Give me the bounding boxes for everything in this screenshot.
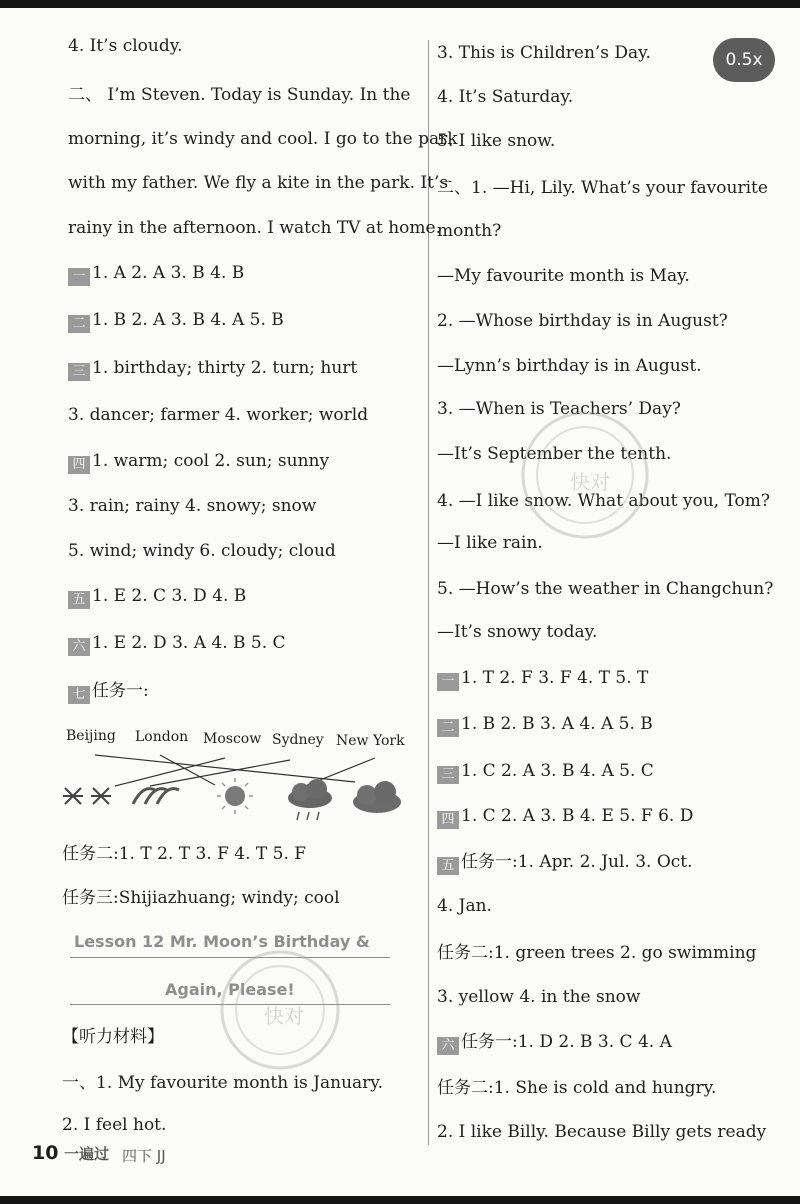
answer-text: 1. E 2. C 3. D 4. B <box>92 586 247 606</box>
answer-text: 4. —I like snow. What about you, Tom? <box>437 491 770 511</box>
watermark-text: 快对 <box>264 1004 304 1028</box>
answer-line <box>68 309 284 333</box>
answer-line <box>62 843 306 865</box>
answer-line <box>437 1031 672 1055</box>
lesson-subtitle: Again, Please! <box>165 980 295 999</box>
answer-line <box>62 1026 164 1048</box>
answer-text: 二、1. —Hi, Lily. What’s your favourite <box>437 178 768 198</box>
answer-text: 1. birthday; thirty 2. turn; hurt <box>92 358 358 378</box>
answer-text: 1. B 2. B 3. A 4. A 5. B <box>461 714 653 734</box>
answer-text: 任务二:1. green trees 2. go swimming <box>437 943 757 963</box>
answer-text: 4. It’s Saturday. <box>437 87 574 107</box>
wind-icon <box>133 789 179 804</box>
answer-text: 5. I like snow. <box>437 131 556 151</box>
answer-line <box>68 217 441 239</box>
answer-text: 1. A 2. A 3. B 4. B <box>92 263 245 283</box>
answer-line <box>68 540 336 562</box>
zoom-level-badge[interactable]: 0.5x <box>713 38 775 82</box>
answer-line <box>437 1077 716 1099</box>
answer-text: 一、1. My favourite month is January. <box>62 1073 384 1093</box>
answer-line <box>62 1114 166 1136</box>
answer-line <box>68 357 357 381</box>
city-label: New York <box>336 733 405 749</box>
answer-text: 任务一: <box>92 681 149 701</box>
answer-text: 2. —Whose birthday is in August? <box>437 311 728 331</box>
top-edge-bar <box>0 0 800 8</box>
answer-line <box>68 632 286 656</box>
answer-text: 任务一:1. D 2. B 3. C 4. A <box>461 1032 672 1052</box>
city-label: Moscow <box>203 731 262 747</box>
answer-text: 3. yellow 4. in the snow <box>437 987 641 1007</box>
answer-text: morning, it’s windy and cool. I go to the park <box>68 129 458 149</box>
section-number-badge: 七 <box>68 686 90 704</box>
answer-text: 【听力材料】 <box>62 1027 164 1047</box>
answer-text: 1. T 2. F 3. F 4. T 5. T <box>461 668 649 688</box>
answer-text: —Lynn’s birthday is in August. <box>437 356 702 376</box>
bottom-edge-bar <box>0 1196 800 1204</box>
answer-line <box>437 667 648 691</box>
section-number-badge: 六 <box>437 1037 459 1055</box>
answer-text: 1. C 2. A 3. B 4. E 5. F 6. D <box>461 806 694 826</box>
answer-line <box>68 450 329 474</box>
answer-line <box>62 887 340 909</box>
answer-line <box>68 680 149 704</box>
cloud-icon <box>353 781 401 813</box>
answer-text: 3. —When is Teachers’ Day? <box>437 399 681 419</box>
answer-line <box>437 942 756 964</box>
watermark-text: 快对 <box>570 470 610 494</box>
answer-text: 1. E 2. D 3. A 4. B 5. C <box>92 633 286 653</box>
answer-text: 2. I feel hot. <box>62 1115 167 1135</box>
section-number-badge: 三 <box>68 363 90 381</box>
answer-line <box>437 177 768 199</box>
answer-line <box>68 35 182 57</box>
answer-text: 任务二:1. She is cold and hungry. <box>437 1078 717 1098</box>
answer-text: —My favourite month is May. <box>437 266 690 286</box>
answer-text: 4. It’s cloudy. <box>68 36 183 56</box>
rain-cloud-icon <box>288 779 332 820</box>
section-number-badge: 五 <box>437 857 459 875</box>
answer-line <box>68 495 316 517</box>
answer-text: 3. This is Children’s Day. <box>437 43 651 63</box>
answer-line <box>437 355 702 377</box>
answer-line <box>437 265 690 287</box>
answer-text: —I like rain. <box>437 533 543 553</box>
matching-lines-and-icons <box>55 740 415 830</box>
answer-line <box>437 760 654 784</box>
page-number: 10 <box>32 1142 59 1164</box>
answer-line <box>68 172 448 194</box>
answer-line <box>68 84 410 106</box>
watermark-stamp <box>200 940 360 1084</box>
answer-line <box>437 895 492 917</box>
answer-line <box>68 404 368 426</box>
section-number-badge: 二 <box>68 315 90 333</box>
answer-text: 4. Jan. <box>437 896 492 916</box>
answer-text: 任务三:Shijiazhuang; windy; cool <box>62 888 340 908</box>
answer-text: 1. warm; cool 2. sun; sunny <box>92 451 330 471</box>
answer-text: 3. rain; rainy 4. snowy; snow <box>68 496 317 516</box>
section-number-badge: 四 <box>68 456 90 474</box>
watermark-stamp <box>500 400 670 554</box>
answer-text: 2. I like Billy. Because Billy gets ready <box>437 1122 767 1142</box>
answer-line <box>68 128 458 150</box>
answer-text: 5. wind; windy 6. cloudy; cloud <box>68 541 336 561</box>
answer-text: rainy in the afternoon. I watch TV at home. <box>68 218 441 238</box>
answer-line <box>437 713 653 737</box>
answer-line <box>437 86 573 108</box>
matching-lines <box>95 755 375 790</box>
answer-text: —It’s September the tenth. <box>437 444 672 464</box>
answer-line <box>437 42 651 64</box>
section-number-badge: 四 <box>437 811 459 829</box>
section-number-badge: 二、 <box>68 85 102 105</box>
section-number-badge: 二 <box>437 719 459 737</box>
answer-line <box>437 621 597 643</box>
answer-line <box>437 578 773 600</box>
answer-line <box>437 986 640 1008</box>
answer-text: 任务一:1. Apr. 2. Jul. 3. Oct. <box>461 852 693 872</box>
answer-line <box>437 805 693 829</box>
answer-line <box>437 851 693 875</box>
answer-line <box>437 1121 766 1143</box>
section-number-badge: 一 <box>437 673 459 691</box>
city-label: Beijing <box>66 728 116 744</box>
answer-text: 5. —How’s the weather in Changchun? <box>437 579 774 599</box>
section-number-badge: 六 <box>68 638 90 656</box>
section-number-badge: 一 <box>68 268 90 286</box>
answer-text: 任务二:1. T 2. T 3. F 4. T 5. F <box>62 844 307 864</box>
column-divider <box>428 40 429 1145</box>
answer-line <box>437 310 728 332</box>
answer-line <box>437 130 555 152</box>
city-label: London <box>135 729 189 745</box>
answer-text: I’m Steven. Today is Sunday. In the <box>102 85 411 105</box>
answer-line <box>437 220 501 242</box>
answer-text: 3. dancer; farmer 4. worker; world <box>68 405 369 425</box>
book-grade: 四下 JJ <box>122 1147 166 1165</box>
section-number-badge: 三 <box>437 766 459 784</box>
answer-text: 1. B 2. A 3. B 4. A 5. B <box>92 310 284 330</box>
answer-line <box>68 262 244 286</box>
answer-text: —It’s snowy today. <box>437 622 598 642</box>
city-label: Sydney <box>272 732 324 748</box>
answer-line <box>68 585 246 609</box>
snow-icon <box>63 788 111 804</box>
section-number-badge: 五 <box>68 591 90 609</box>
answer-text: with my father. We fly a kite in the park. It’s <box>68 173 449 193</box>
answer-text: 1. C 2. A 3. B 4. A 5. C <box>461 761 654 781</box>
answer-text: month? <box>437 221 502 241</box>
book-logo: 一遍过 <box>64 1145 110 1163</box>
lesson-title: Lesson 12 Mr. Moon’s Birthday & <box>74 932 370 951</box>
sun-icon <box>217 778 253 814</box>
